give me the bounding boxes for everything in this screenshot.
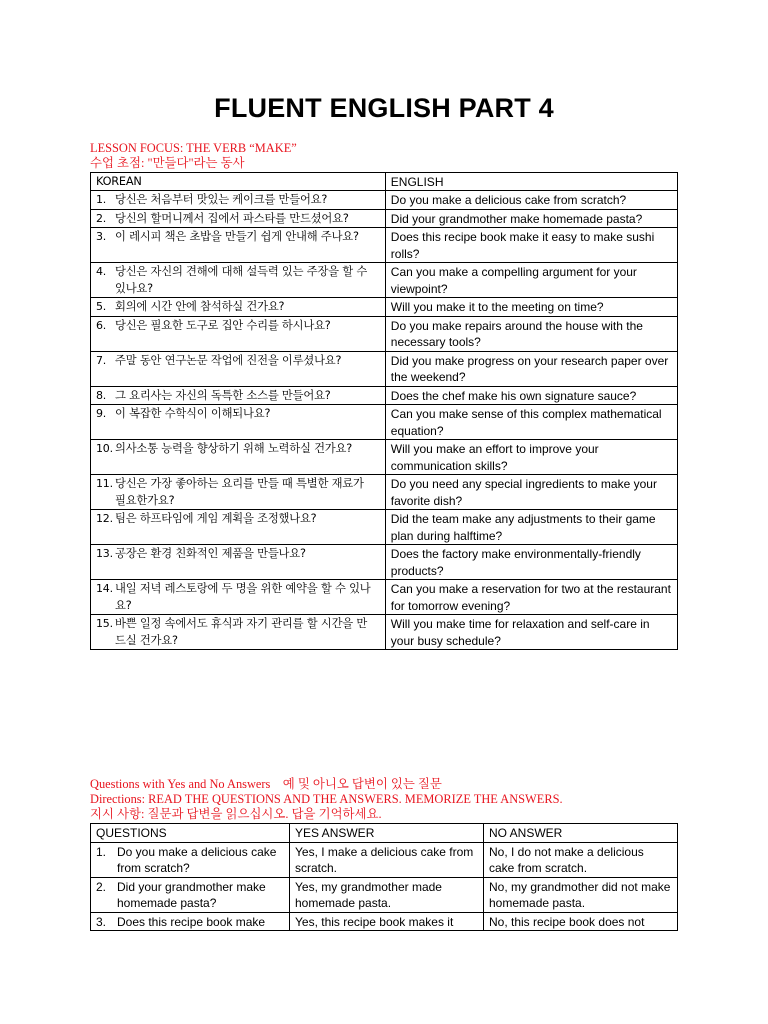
table-row [91,545,678,580]
english-cell: Do you make repairs around the house with the necessary tools? [385,316,677,351]
lesson-focus [90,141,297,171]
korean-text: 그 요리사는 자신의 독특한 소스를 만들어요? [115,388,331,402]
qa-heading [90,777,563,792]
korean-text: 내일 저녁 레스토랑에 두 명을 위한 예약을 할 수 있나요? [115,582,371,612]
korean-text: 이 레시피 책은 초밥을 만들기 쉽게 안내해 주나요? [115,230,359,243]
row-number: 2. [96,211,107,225]
korean-cell [91,615,386,650]
korean-text: 당신은 처음부터 맛있는 케이크를 만들어요? [115,193,328,206]
row-number: 8. [96,388,107,402]
korean-text: 당신은 필요한 도구로 집안 수리를 하시나요? [115,318,331,332]
korean-text: 당신의 할머니께서 집에서 파스타를 만드셨어요? [115,211,349,225]
lesson-focus-en: LESSON FOCUS: THE VERB “MAKE” [90,141,297,155]
table-header-row [91,824,678,843]
korean-text: 팀은 하프타임에 게임 계획을 조정했나요? [115,512,317,525]
directions-en: Directions: READ THE QUESTIONS AND THE ANSWERS. MEMORIZE THE ANSWERS. [90,792,563,806]
table-row [91,842,678,877]
english-cell: Do you need any special ingredients to make your favorite dish? [385,475,677,510]
english-cell: Does the factory make environmentally-friendly products? [385,545,677,580]
yes-answer-cell: Yes, this recipe book makes it [290,912,484,931]
english-cell: Will you make time for relaxation and self-care in your busy schedule? [385,615,677,650]
table-header-row [91,173,678,191]
no-answer-cell: No, my grandmother did not make homemade pasta. [484,877,678,912]
korean-cell [91,209,386,228]
table-row [91,209,678,228]
korean-cell [91,298,386,317]
korean-text: 바쁜 일정 속에서도 휴식과 자기 관리를 할 시간을 만드실 건가요? [115,617,368,647]
korean-cell [91,228,386,263]
english-cell: Can you make a reservation for two at the restaurant for tomorrow evening? [385,580,677,615]
table-row [91,912,678,931]
korean-cell [91,475,386,510]
korean-cell [91,545,386,580]
row-number: 13. [96,547,113,560]
qa-heading-en: Questions with Yes and No Answers [90,777,271,791]
question-cell [91,877,290,912]
lesson-focus-ko: 수업 초점: "만들다"라는 동사 [90,156,245,170]
korean-cell [91,191,386,210]
korean-text: 의사소통 능력을 향상하기 위해 노력하실 건가요? [115,442,353,455]
korean-cell [91,263,386,298]
header-english: ENGLISH [385,173,677,191]
korean-cell [91,316,386,351]
table-row [91,386,678,405]
korean-cell [91,386,386,405]
english-cell: Did the team make any adjustments to their game plan during halftime? [385,510,677,545]
korean-text: 당신은 자신의 견해에 대해 설득력 있는 주장을 할 수 있나요? [115,265,368,295]
row-number: 7. [96,353,107,367]
korean-cell [91,510,386,545]
verb-table [90,172,678,650]
table-row [91,405,678,440]
table-row [91,440,678,475]
row-number: 3. [96,914,107,929]
table-row [91,580,678,615]
table-row [91,263,678,298]
korean-cell [91,580,386,615]
korean-text: 당신은 가장 좋아하는 요리를 만들 때 특별한 재료가 필요한가요? [115,477,364,507]
row-number: 10. [96,442,113,455]
table-row [91,298,678,317]
table-row [91,228,678,263]
korean-cell [91,351,386,386]
yes-answer-cell: Yes, my grandmother made homemade pasta. [290,877,484,912]
english-cell: Will you make an effort to improve your communication skills? [385,440,677,475]
korean-text: 공장은 환경 친화적인 제품을 만들나요? [115,547,306,560]
english-cell: Can you make sense of this complex mathematical equation? [385,405,677,440]
row-number: 2. [96,879,107,894]
table-row [91,510,678,545]
table-row [91,316,678,351]
korean-text: 주말 동안 연구논문 작업에 진전을 이루셨나요? [115,353,342,367]
table-row [91,615,678,650]
header-no-answer: NO ANSWER [484,824,678,843]
english-cell: Can you make a compelling argument for your viewpoint? [385,263,677,298]
qa-heading-ko: 예 및 아니오 답변이 있는 질문 [282,777,442,791]
no-answer-cell: No, I do not make a delicious cake from scratch. [484,842,678,877]
row-number: 3. [96,230,107,243]
table-row [91,475,678,510]
table-row [91,191,678,210]
question-cell [91,842,290,877]
page-title: FLUENT ENGLISH PART 4 [214,93,554,123]
qa-table [90,823,678,931]
english-cell: Do you make a delicious cake from scratch? [385,191,677,210]
english-cell: Does the chef make his own signature sauce? [385,386,677,405]
row-number: 14. [96,582,113,595]
header-yes-answer: YES ANSWER [290,824,484,843]
question-text: Did your grandmother make homemade pasta? [117,879,266,910]
yes-answer-cell: Yes, I make a delicious cake from scratch. [290,842,484,877]
row-number: 1. [96,193,107,206]
english-cell: Will you make it to the meeting on time? [385,298,677,317]
header-questions: QUESTIONS [91,824,290,843]
row-number: 12. [96,512,113,525]
row-number: 5. [96,300,107,313]
row-number: 11. [96,477,113,490]
table-row [91,877,678,912]
korean-text: 회의에 시간 안에 참석하실 건가요? [115,300,285,313]
english-cell: Did you make progress on your research paper over the weekend? [385,351,677,386]
korean-cell [91,440,386,475]
english-cell: Did your grandmother make homemade pasta? [385,209,677,228]
korean-cell [91,405,386,440]
korean-text: 이 복잡한 수학식이 이해되나요? [115,407,271,420]
row-number: 9. [96,407,107,420]
row-number: 6. [96,318,107,332]
row-number: 4. [96,265,107,278]
question-cell [91,912,290,931]
directions-ko: 지시 사항: 질문과 답변을 읽으십시오. 답을 기억하세요. [90,807,382,821]
row-number: 1. [96,844,107,859]
row-number: 15. [96,617,113,630]
no-answer-cell: No, this recipe book does not [484,912,678,931]
question-text: Does this recipe book make [117,914,266,929]
qa-section-heading [90,777,563,822]
header-korean: KOREAN [91,173,386,191]
question-text: Do you make a delicious cake from scratch? [117,844,277,875]
table-row [91,351,678,386]
english-cell: Does this recipe book make it easy to make sushi rolls? [385,228,677,263]
